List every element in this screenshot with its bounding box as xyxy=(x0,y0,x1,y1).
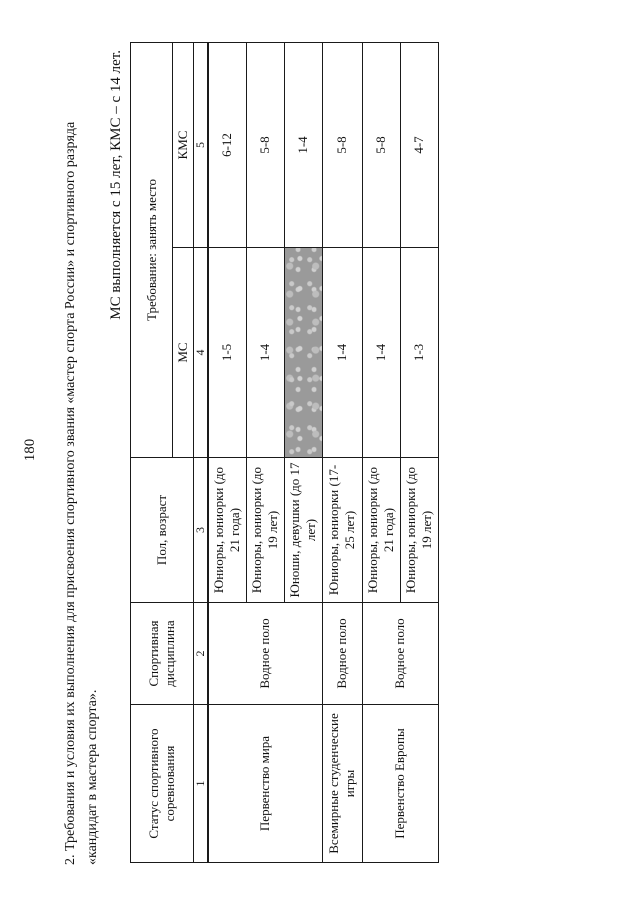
column-number: 1 xyxy=(194,705,209,863)
discipline-cell: Водное поло xyxy=(208,603,322,705)
header-ms: МС xyxy=(173,248,194,458)
column-number-row xyxy=(194,42,209,862)
heading-line-1: 2. Требования и условия их выполнения для присвоения спортивного звания «мастер спорта России» и спортивного разряда xyxy=(63,121,78,865)
kms-place-cell: 4-7 xyxy=(400,42,438,247)
ms-place-cell: 1-4 xyxy=(362,248,400,458)
column-number: 2 xyxy=(194,603,209,705)
status-cell: Первенство мира xyxy=(208,705,322,863)
column-number: 4 xyxy=(194,248,209,458)
column-number: 5 xyxy=(194,42,209,247)
gender-age-cell: Юниоры, юниорки (до 21 года) xyxy=(208,458,246,603)
gender-age-cell: Юноши, девушки (до 17 лет) xyxy=(284,458,322,603)
status-cell: Первенство Европы xyxy=(362,705,438,863)
section-heading xyxy=(60,105,104,865)
column-number: 3 xyxy=(194,458,209,603)
table-row xyxy=(208,42,246,862)
header-requirement: Требование: занять место xyxy=(131,42,173,457)
heading-line-2: «кандидат в мастера спорта». xyxy=(85,689,100,865)
shaded-empty-cell xyxy=(284,248,322,458)
header-status: Статус спортивного соревнования xyxy=(131,705,194,863)
kms-place-cell: 5-8 xyxy=(322,42,362,247)
gender-age-cell: Юниоры, юниорки (до 19 лет) xyxy=(246,458,284,603)
kms-place-cell: 5-8 xyxy=(362,42,400,247)
kms-place-cell: 6-12 xyxy=(208,42,246,247)
header-discipline: Спортивная дисциплина xyxy=(131,603,194,705)
status-cell: Всемирные студенческие игры xyxy=(322,705,362,863)
requirements-table xyxy=(130,42,439,863)
table-row xyxy=(322,42,362,862)
page-number: 180 xyxy=(22,438,38,462)
kms-place-cell: 5-8 xyxy=(246,42,284,247)
ms-place-cell: 1-4 xyxy=(322,248,362,458)
ms-place-cell: 1-5 xyxy=(208,248,246,458)
ms-place-cell: 1-4 xyxy=(246,248,284,458)
table-header-row xyxy=(131,42,173,862)
gender-age-cell: Юниоры, юниорки (до 21 года) xyxy=(362,458,400,603)
kms-place-cell: 1-4 xyxy=(284,42,322,247)
table-row xyxy=(362,42,400,862)
discipline-cell: Водное поло xyxy=(362,603,438,705)
age-requirement-note: МС выполняется с 15 лет, КМС – с 14 лет. xyxy=(108,50,124,320)
ms-place-cell: 1-3 xyxy=(400,248,438,458)
gender-age-cell: Юниоры, юниорки (17-25 лет) xyxy=(322,458,362,603)
header-gender-age: Пол, возраст xyxy=(131,458,194,603)
gender-age-cell: Юниоры, юниорки (до 19 лет) xyxy=(400,458,438,603)
header-kms: КМС xyxy=(173,42,194,247)
discipline-cell: Водное поло xyxy=(322,603,362,705)
